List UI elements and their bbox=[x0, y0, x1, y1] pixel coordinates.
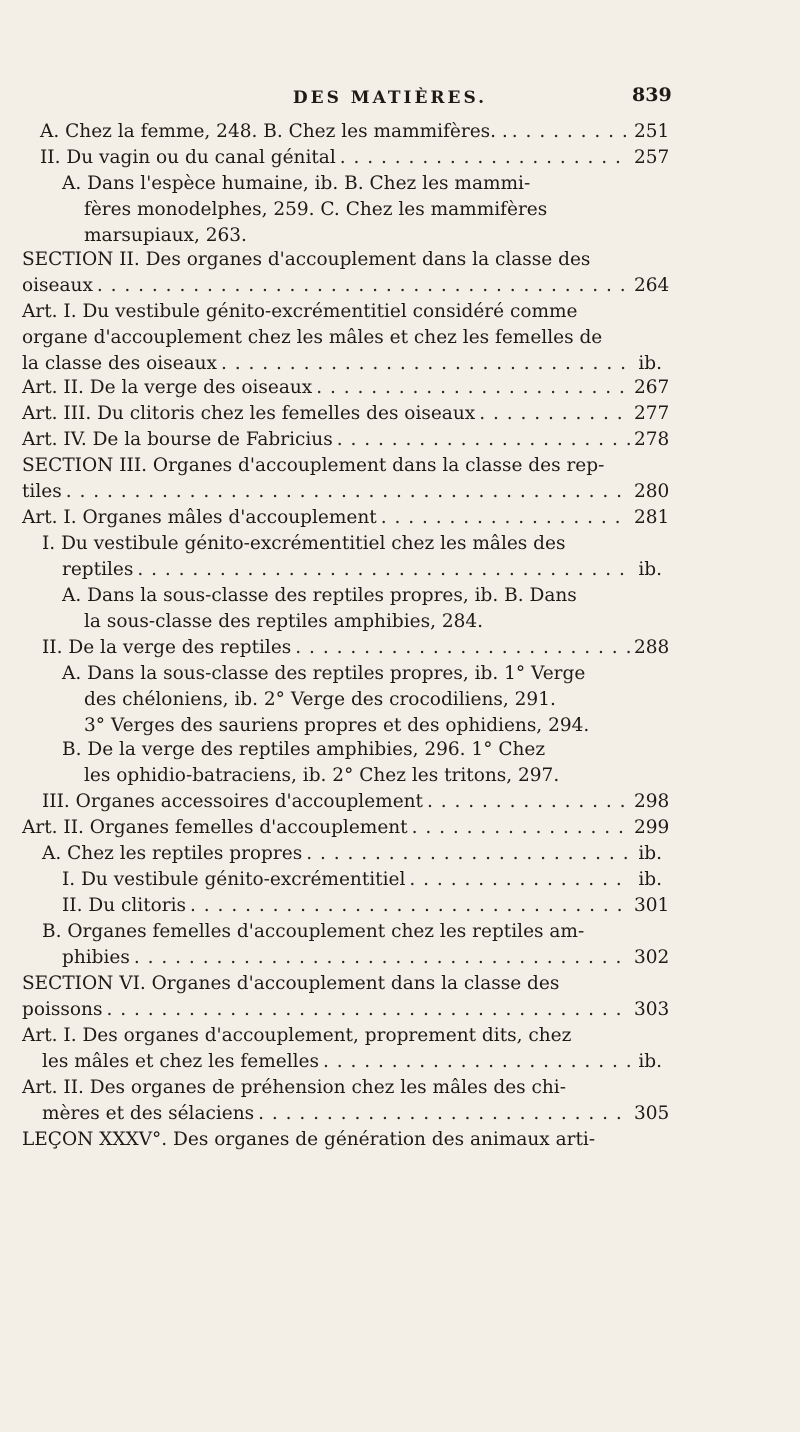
toc-entry-text: phibies bbox=[62, 947, 130, 968]
toc-entry-text: II. Du vagin ou du canal génital bbox=[40, 147, 336, 168]
dot-leader bbox=[479, 402, 630, 426]
toc-entry-text: la sous-classe des reptiles amphibies, 284. bbox=[84, 611, 484, 632]
toc-line bbox=[22, 506, 670, 530]
toc-page-ref: ib. bbox=[638, 843, 662, 864]
toc-entry-text: des chéloniens, ib. 2° Verge des crocodiliens, 291. bbox=[84, 689, 556, 710]
toc-line bbox=[22, 402, 670, 426]
toc-entry-text: I. Du vestibule génito-excrémentitiel bbox=[62, 869, 406, 890]
dot-leader bbox=[190, 894, 630, 918]
toc-line bbox=[40, 120, 670, 144]
toc-entry-text: III. Organes accessoires d'accouplement bbox=[42, 791, 423, 812]
toc-line bbox=[42, 790, 670, 814]
toc-entry-text: A. Dans la sous-classe des reptiles propres, ib. B. Dans bbox=[62, 585, 577, 606]
dot-leader bbox=[221, 352, 630, 376]
toc-line bbox=[42, 1102, 670, 1126]
dot-leader bbox=[337, 428, 630, 452]
dot-leader bbox=[323, 1050, 630, 1074]
toc-page-ref: 298 bbox=[634, 791, 670, 812]
toc-entry-text: Art. I. Organes mâles d'accouplement bbox=[22, 507, 377, 528]
dot-leader bbox=[512, 120, 630, 144]
toc-page-ref: 251 bbox=[634, 121, 670, 142]
toc-line bbox=[62, 894, 670, 918]
toc-entry-text: la classe des oiseaux bbox=[22, 353, 217, 374]
toc-entry-text: II. De la verge des reptiles bbox=[42, 637, 292, 658]
toc-page-ref: 264 bbox=[634, 275, 670, 296]
toc-entry-text: A. Dans l'espèce humaine, ib. B. Chez les mammi- bbox=[62, 173, 531, 194]
toc-line bbox=[22, 816, 670, 840]
page-number: 839 bbox=[632, 84, 672, 106]
toc-entry-text: SECTION II. Des organes d'accouplement dans la classe des bbox=[22, 249, 591, 270]
toc-page-ref: 299 bbox=[634, 817, 670, 838]
toc-page-ref: 257 bbox=[634, 147, 670, 168]
dot-leader bbox=[409, 868, 630, 892]
toc-entry-text: Art. II. Organes femelles d'accouplement bbox=[22, 817, 408, 838]
toc-entry-text: Art. II. De la verge des oiseaux bbox=[22, 377, 313, 398]
toc-entry-text: A. Chez la femme, 248. B. Chez les mammifères. . bbox=[40, 121, 508, 142]
toc-line bbox=[22, 274, 670, 298]
toc-line bbox=[22, 352, 662, 376]
toc-entry-text: A. Chez les reptiles propres bbox=[42, 843, 303, 864]
toc-entry-text: Art. II. Des organes de préhension chez les mâles des chi- bbox=[22, 1077, 566, 1098]
toc-entry-text: SECTION III. Organes d'accouplement dans la classe des rep- bbox=[22, 455, 605, 476]
toc-entry-text: Art. I. Des organes d'accouplement, proprement dits, chez bbox=[22, 1025, 572, 1046]
toc-entry-text: LEÇON XXXV°. Des organes de génération des animaux arti- bbox=[22, 1129, 596, 1150]
toc-page-ref: 301 bbox=[634, 895, 670, 916]
toc-entry-text: poissons bbox=[22, 999, 103, 1020]
toc-page-ref: 281 bbox=[634, 507, 670, 528]
toc-entry-text: B. De la verge des reptiles amphibies, 296. 1° Chez bbox=[62, 739, 546, 760]
toc-line bbox=[42, 842, 662, 866]
toc-entry-text: marsupiaux, 263. bbox=[84, 225, 247, 246]
toc-page-ref: 288 bbox=[634, 637, 670, 658]
dot-leader bbox=[258, 1102, 630, 1126]
dot-leader bbox=[427, 790, 630, 814]
toc-line bbox=[22, 480, 670, 504]
dot-leader bbox=[412, 816, 630, 840]
toc-page-ref: 277 bbox=[634, 403, 670, 424]
toc-entry-text: oiseaux bbox=[22, 275, 93, 296]
toc-page-ref: 302 bbox=[634, 947, 670, 968]
dot-leader bbox=[316, 376, 630, 400]
toc-entry-text: les mâles et chez les femelles bbox=[42, 1051, 319, 1072]
running-header: DES MATIÈRES. bbox=[292, 88, 488, 108]
toc-entry-text: organe d'accouplement chez les mâles et chez les femelles de bbox=[22, 327, 603, 348]
toc-page-ref: ib. bbox=[638, 559, 662, 580]
dot-leader bbox=[381, 506, 630, 530]
toc-entry-text: II. Du clitoris bbox=[62, 895, 187, 916]
toc-line bbox=[62, 868, 662, 892]
toc-line bbox=[42, 1050, 662, 1074]
toc-line bbox=[22, 428, 670, 452]
dot-leader bbox=[134, 946, 630, 970]
toc-line bbox=[62, 946, 670, 970]
toc-entry-text: Art. IV. De la bourse de Fabricius bbox=[22, 429, 333, 450]
toc-page-ref: ib. bbox=[638, 353, 662, 374]
toc-entry-text: 3° Verges des sauriens propres et des ophidiens, 294. bbox=[84, 715, 590, 736]
toc-page-ref: 278 bbox=[634, 429, 670, 450]
toc-entry-text: SECTION VI. Organes d'accouplement dans la classe des bbox=[22, 973, 560, 994]
toc-entry-text: fères monodelphes, 259. C. Chez les mammifères bbox=[84, 199, 548, 220]
toc-entry-text: I. Du vestibule génito-excrémentitiel chez les mâles des bbox=[42, 533, 566, 554]
toc-page-ref: 280 bbox=[634, 481, 670, 502]
toc-entry-text: Art. I. Du vestibule génito-excrémentitiel considéré comme bbox=[22, 301, 578, 322]
dot-leader bbox=[295, 636, 630, 660]
dot-leader bbox=[340, 146, 630, 170]
toc-page-ref: 305 bbox=[634, 1103, 670, 1124]
toc-entry-text: tiles bbox=[22, 481, 62, 502]
dot-leader bbox=[97, 274, 630, 298]
toc-entry-text: Art. III. Du clitoris chez les femelles des oiseaux bbox=[22, 403, 476, 424]
toc-entry-text: les ophidio-batraciens, ib. 2° Chez les tritons, 297. bbox=[84, 765, 560, 786]
toc-entry-text: B. Organes femelles d'accouplement chez les reptiles am- bbox=[42, 921, 585, 942]
toc-page-ref: 267 bbox=[634, 377, 670, 398]
toc-entry-text: A. Dans la sous-classe des reptiles propres, ib. 1° Verge bbox=[62, 663, 586, 684]
toc-line bbox=[22, 376, 670, 400]
dot-leader bbox=[66, 480, 630, 504]
dot-leader bbox=[106, 998, 630, 1022]
toc-line bbox=[22, 998, 670, 1022]
toc-line bbox=[62, 558, 662, 582]
toc-entry-text: reptiles bbox=[62, 559, 134, 580]
toc-page-ref: ib. bbox=[638, 869, 662, 890]
toc-page-ref: ib. bbox=[638, 1051, 662, 1072]
toc-page-ref: 303 bbox=[634, 999, 670, 1020]
dot-leader bbox=[306, 842, 630, 866]
toc-line bbox=[40, 146, 670, 170]
toc-entry-text: mères et des sélaciens bbox=[42, 1103, 255, 1124]
toc-line bbox=[42, 636, 670, 660]
dot-leader bbox=[137, 558, 630, 582]
